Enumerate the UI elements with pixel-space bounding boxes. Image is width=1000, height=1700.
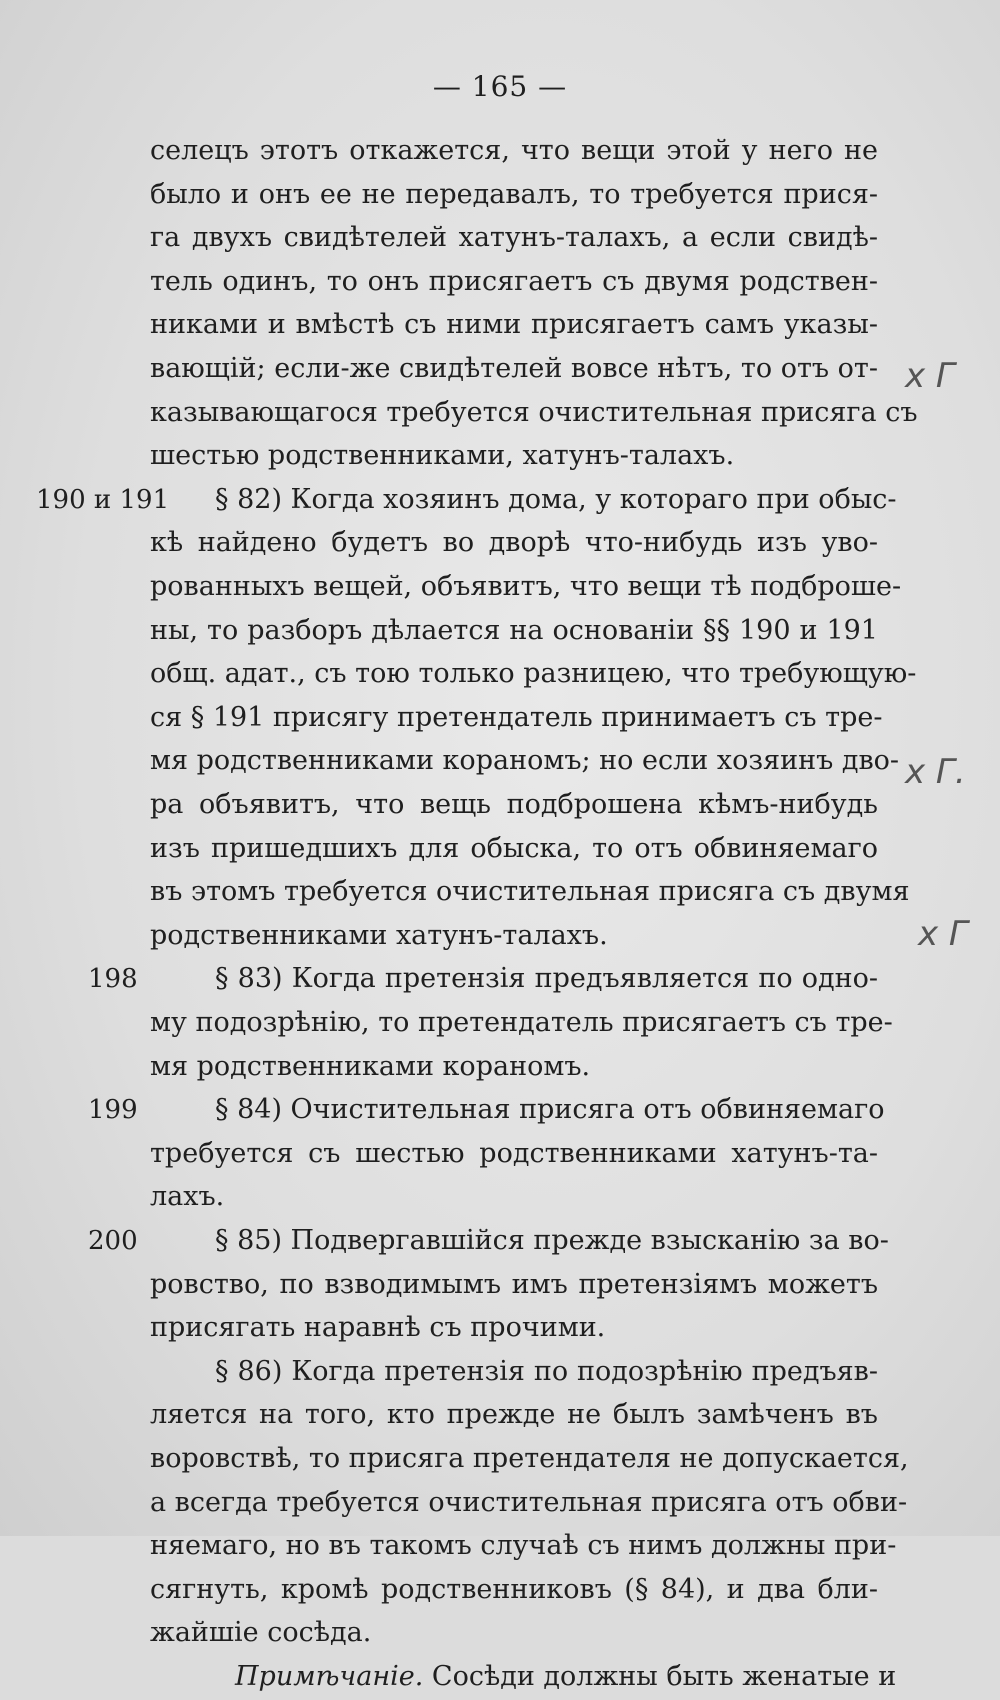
text-line: требуется съ шестью родственниками хатунъ-та- <box>150 1137 878 1169</box>
text-line: му подозрѣнію, то претендатель присягаетъ съ тре- <box>150 1007 893 1038</box>
margin-reference: 200 <box>88 1226 138 1256</box>
pencil-mark: x Г. <box>905 752 966 792</box>
text-line: мя родственниками кораномъ. <box>150 1050 591 1082</box>
text-line: присягать наравнѣ съ прочими. <box>150 1312 606 1344</box>
text-line: ровство, по взводимымъ имъ претензіямъ можетъ <box>150 1268 878 1300</box>
text-line: ра объявитъ, что вещь подброшена кѣмъ-нибудь <box>150 789 878 820</box>
text-line: вающій; если-же свидѣтелей вовсе нѣтъ, то отъ от- <box>150 353 878 384</box>
text-line: кѣ найдено будетъ во дворѣ что-нибудь изъ уво- <box>150 527 878 559</box>
text-line: § 86) Когда претензія по подозрѣнію предъяв- <box>215 1355 878 1387</box>
text-line: мя родственниками кораномъ; но если хозяинъ дво- <box>150 745 900 777</box>
text-line: § 85) Подвергавшійся прежде взысканію за во- <box>215 1225 889 1256</box>
text-line: шестью родственниками, хатунъ-талахъ. <box>150 440 735 472</box>
text-line: сягнуть, кромѣ родственниковъ (§ 84), и два бли- <box>150 1573 878 1605</box>
text-line: § 83) Когда претензія предъявляется по одно- <box>215 963 878 995</box>
text-line: въ этомъ требуется очистительная присяга съ двумя <box>150 876 910 908</box>
text-line: ляется на того, кто прежде не былъ замѣченъ въ <box>150 1399 878 1431</box>
text-line: няемаго, но въ такомъ случаѣ съ нимъ должны при- <box>150 1530 897 1562</box>
text-line: а всегда требуется очистительная присяга отъ обви- <box>150 1486 908 1518</box>
text-line: воровствѣ, то присяга претендателя не допускается, <box>150 1443 909 1474</box>
pencil-mark: x Г <box>905 356 955 396</box>
note-label: Примѣчаніе. <box>235 1661 424 1692</box>
note-text: Сосѣди должны быть женатые и <box>431 1661 897 1692</box>
text-line: изъ пришедшихъ для обыска, то отъ обвиняемаго <box>150 832 878 864</box>
text-line: селецъ этотъ откажется, что вещи этой у него не <box>150 135 878 166</box>
text-line: § 84) Очистительная присяга отъ обвиняемаго <box>215 1094 885 1126</box>
text-line: было и онъ ее не передавалъ, то требуется прися- <box>150 178 878 210</box>
pencil-mark: x Г <box>918 914 968 954</box>
text-line: казывающагося требуется очистительная присяга съ <box>150 396 918 428</box>
margin-reference: 190 и 191 <box>36 484 170 515</box>
page-number: — 165 — <box>432 70 568 103</box>
text-line: жайшіе сосѣда. <box>150 1617 372 1649</box>
text-line: ся § 191 присягу претендатель принимаетъ съ тре- <box>150 701 883 733</box>
text-line: га двухъ свидѣтелей хатунъ-талахъ, а если свидѣ- <box>150 222 878 254</box>
margin-reference: 198 <box>88 964 138 995</box>
note-line <box>235 1654 897 1700</box>
text-line: тель одинъ, то онъ присягаетъ съ двумя родствен- <box>150 265 878 297</box>
text-line: общ. адат., съ тою только разницею, что требующую- <box>150 658 917 690</box>
margin-reference: 199 <box>88 1095 138 1126</box>
text-line: никами и вмѣстѣ съ ними присягаетъ самъ указы- <box>150 309 878 341</box>
text-line: § 82) Когда хозяинъ дома, у котораго при обыс- <box>215 483 897 515</box>
text-line: рованныхъ вещей, объявитъ, что вещи тѣ подброше- <box>150 571 902 602</box>
text-line: лахъ. <box>150 1181 225 1213</box>
text-line: ны, то разборъ дѣлается на основаніи §§ 190 и 191 <box>150 614 878 646</box>
text-line: родственниками хатунъ-талахъ. <box>150 919 608 951</box>
